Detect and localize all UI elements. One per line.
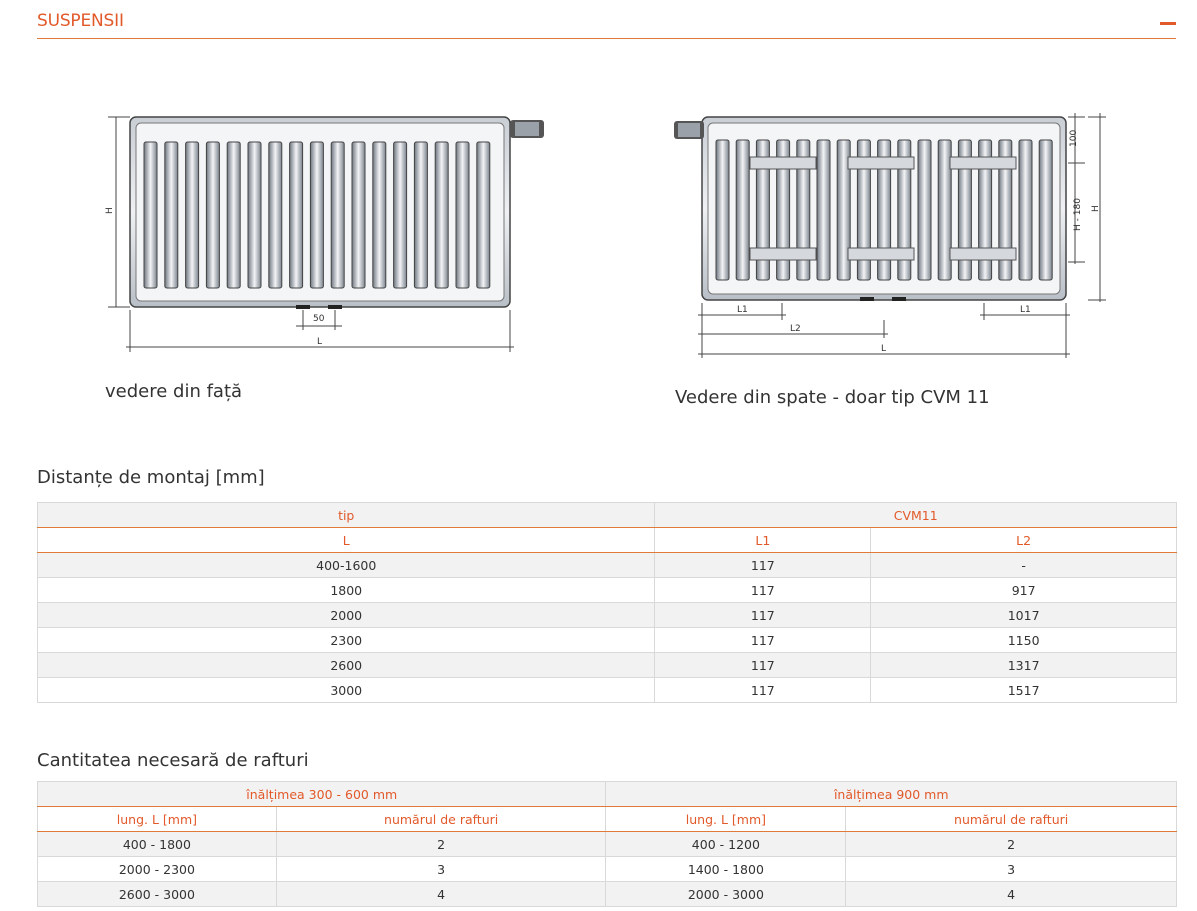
table-row	[38, 553, 1177, 578]
cell-l: 400-1600	[38, 553, 655, 578]
cell-l: 1800	[38, 578, 655, 603]
table-subheader-row	[38, 528, 1177, 553]
back-label-l1-right: L1	[1020, 305, 1031, 315]
cell-count-b: 4	[846, 882, 1177, 907]
radiator-rib	[1039, 140, 1052, 280]
back-label-l1-left: L1	[737, 305, 748, 315]
radiator-rib	[918, 140, 931, 280]
radiator-rib	[736, 140, 749, 280]
radiator-rib	[310, 142, 323, 288]
minus-icon[interactable]	[1160, 10, 1176, 30]
cell-count-b: 2	[846, 832, 1177, 857]
table-header-row	[38, 782, 1177, 807]
table-subheader-row	[38, 807, 1177, 832]
header-l1: L1	[655, 528, 871, 553]
back-label-100: 100	[1069, 129, 1079, 147]
radiator-rib	[331, 142, 344, 288]
table-row	[38, 678, 1177, 703]
cell-length-a: 400 - 1800	[38, 832, 277, 857]
header-group-300-600: înălțimea 300 - 600 mm	[38, 782, 606, 807]
cell-count-b: 3	[846, 857, 1177, 882]
front-label-50: 50	[313, 314, 325, 324]
table-header-row	[38, 503, 1177, 528]
radiator-rib	[477, 142, 490, 288]
table-row	[38, 882, 1177, 907]
header-l: L	[38, 528, 655, 553]
header-count-b: numărul de rafturi	[846, 807, 1177, 832]
cell-length-b: 2000 - 3000	[606, 882, 846, 907]
hanger-bracket	[848, 157, 914, 169]
shelves-heading: Cantitatea necesară de rafturi	[37, 750, 309, 771]
cell-l1: 117	[655, 653, 871, 678]
cell-length-b: 400 - 1200	[606, 832, 846, 857]
front-view-caption: vedere din față	[105, 381, 243, 402]
shelves-table	[37, 781, 1177, 907]
back-label-l2: L2	[790, 324, 801, 334]
radiator-rib	[394, 142, 407, 288]
cell-l1: 117	[655, 553, 871, 578]
table-row	[38, 628, 1177, 653]
back-label-h: H	[1091, 205, 1101, 212]
radiator-rib	[290, 142, 303, 288]
cell-l2: 1150	[871, 628, 1177, 653]
radiator-rib	[435, 142, 448, 288]
cell-count-a: 2	[276, 832, 606, 857]
front-label-h: H	[105, 207, 115, 214]
hanger-bracket	[750, 248, 816, 260]
cell-length-b: 1400 - 1800	[606, 857, 846, 882]
mounting-table	[37, 502, 1177, 703]
radiator-rib	[186, 142, 199, 288]
radiator-rib	[817, 140, 830, 280]
header-tip: tip	[38, 503, 655, 528]
back-label-h180: H - 180	[1073, 198, 1083, 231]
cell-l: 2600	[38, 653, 655, 678]
header-cvm11: CVM11	[655, 503, 1177, 528]
radiator-rib	[352, 142, 365, 288]
radiator-rib	[1019, 140, 1032, 280]
table-row	[38, 832, 1177, 857]
back-label-l: L	[881, 344, 887, 354]
cell-l2: 1017	[871, 603, 1177, 628]
radiator-rib	[144, 142, 157, 288]
cell-l1: 117	[655, 678, 871, 703]
cell-length-a: 2000 - 2300	[38, 857, 277, 882]
hanger-bracket	[750, 157, 816, 169]
mounting-heading: Distanțe de montaj [mm]	[37, 467, 265, 488]
front-view-diagram	[100, 100, 550, 360]
header-group-900: înălțimea 900 mm	[606, 782, 1177, 807]
radiator-rib	[269, 142, 282, 288]
radiator-rib	[414, 142, 427, 288]
cell-l: 3000	[38, 678, 655, 703]
front-label-l: L	[317, 337, 323, 347]
hanger-bracket	[950, 157, 1016, 169]
cell-l2: -	[871, 553, 1177, 578]
cell-l1: 117	[655, 628, 871, 653]
radiator-rib	[248, 142, 261, 288]
back-view-diagram	[670, 100, 1120, 365]
header-length-b: lung. L [mm]	[606, 807, 846, 832]
table-row	[38, 603, 1177, 628]
section-title: SUSPENSII	[37, 11, 124, 31]
header-length-a: lung. L [mm]	[38, 807, 277, 832]
radiator-rib	[206, 142, 219, 288]
cell-l: 2000	[38, 603, 655, 628]
table-row	[38, 578, 1177, 603]
table-row	[38, 653, 1177, 678]
header-count-a: numărul de rafturi	[276, 807, 606, 832]
cell-l1: 117	[655, 578, 871, 603]
cell-l2: 917	[871, 578, 1177, 603]
radiator-rib	[716, 140, 729, 280]
radiator-rib	[227, 142, 240, 288]
radiator-rib	[938, 140, 951, 280]
cell-count-a: 3	[276, 857, 606, 882]
table-row	[38, 857, 1177, 882]
cell-count-a: 4	[276, 882, 606, 907]
header-l2: L2	[871, 528, 1177, 553]
hanger-bracket	[950, 248, 1016, 260]
cell-l2: 1317	[871, 653, 1177, 678]
cell-l: 2300	[38, 628, 655, 653]
hanger-bracket	[848, 248, 914, 260]
cell-length-a: 2600 - 3000	[38, 882, 277, 907]
radiator-rib	[373, 142, 386, 288]
cell-l1: 117	[655, 603, 871, 628]
radiator-rib	[456, 142, 469, 288]
cell-l2: 1517	[871, 678, 1177, 703]
radiator-rib	[165, 142, 178, 288]
back-view-caption: Vedere din spate - doar tip CVM 11	[675, 387, 990, 408]
section-header	[37, 8, 1176, 39]
